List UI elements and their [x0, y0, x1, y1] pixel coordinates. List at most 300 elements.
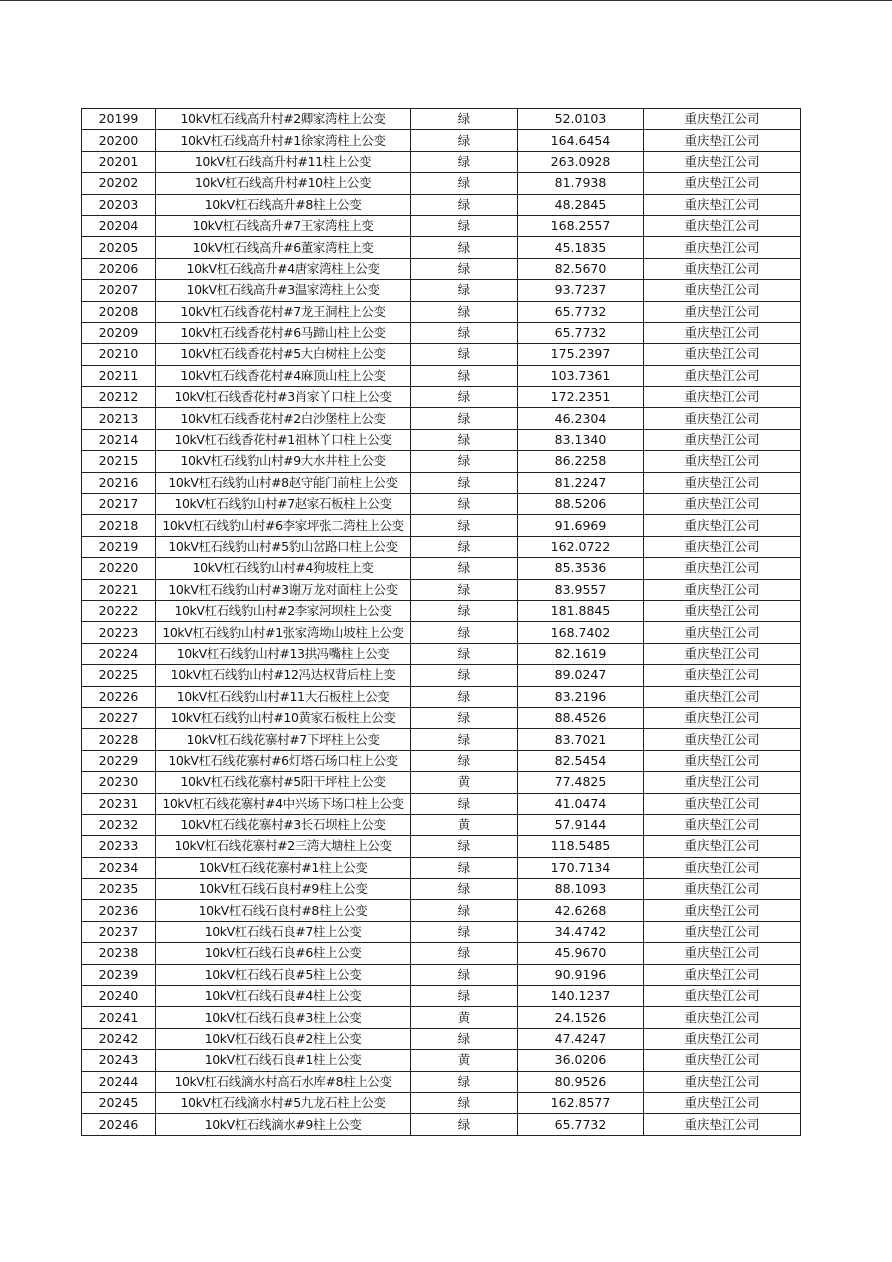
- status-cell: [411, 258, 518, 279]
- status-text: 绿: [457, 731, 471, 747]
- value-cell: [518, 237, 644, 258]
- status-cell: [411, 237, 518, 258]
- status-cell: [411, 750, 518, 771]
- company-text: 重庆垫江公司: [684, 1095, 760, 1111]
- row-id-text: 20201: [98, 153, 139, 169]
- device-name-cell: [156, 665, 411, 686]
- table-row: [82, 237, 801, 258]
- row-id-text: 20209: [98, 325, 139, 341]
- value-cell: [518, 536, 644, 557]
- row-id-text: 20221: [98, 581, 139, 597]
- status-text: 绿: [457, 1116, 471, 1132]
- status-cell: [411, 109, 518, 130]
- value-cell: [518, 558, 644, 579]
- company-text: 重庆垫江公司: [684, 260, 760, 276]
- company-cell: [644, 622, 801, 643]
- company-cell: [644, 344, 801, 365]
- device-name-text: 10kV杠石线石良#4柱上公变: [204, 988, 362, 1004]
- device-name-cell: [156, 408, 411, 429]
- row-id-text: 20223: [98, 624, 139, 640]
- status-cell: [411, 900, 518, 921]
- table-row: [82, 109, 801, 130]
- table-row: [82, 365, 801, 386]
- device-name-cell: [156, 130, 411, 151]
- status-cell: [411, 879, 518, 900]
- company-text: 重庆垫江公司: [684, 196, 760, 212]
- device-name-cell: [156, 579, 411, 600]
- row-id-text: 20238: [98, 945, 139, 961]
- company-cell: [644, 280, 801, 301]
- device-name-text: 10kV杠石线豹山村#13拱冯嘴柱上公变: [176, 645, 390, 661]
- status-text: 绿: [457, 153, 471, 169]
- device-name-cell: [156, 814, 411, 835]
- status-text: 黄: [457, 774, 471, 790]
- status-cell: [411, 921, 518, 942]
- status-text: 绿: [457, 496, 471, 512]
- company-cell: [644, 109, 801, 130]
- status-text: 绿: [457, 111, 471, 127]
- value-cell: [518, 173, 644, 194]
- company-text: 重庆垫江公司: [684, 795, 760, 811]
- row-id-text: 20225: [98, 667, 139, 683]
- device-name-cell: [156, 857, 411, 878]
- status-cell: [411, 536, 518, 557]
- row-id-cell: [82, 665, 156, 686]
- table-row: [82, 408, 801, 429]
- value-cell: [518, 109, 644, 130]
- company-text: 重庆垫江公司: [684, 517, 760, 533]
- company-text: 重庆垫江公司: [684, 924, 760, 940]
- device-name-cell: [156, 793, 411, 814]
- value-cell: [518, 494, 644, 515]
- company-cell: [644, 173, 801, 194]
- device-name-cell: [156, 344, 411, 365]
- row-id-text: 20244: [98, 1073, 139, 1089]
- row-id-text: 20206: [98, 260, 139, 276]
- device-name-cell: [156, 643, 411, 664]
- company-text: 重庆垫江公司: [684, 902, 760, 918]
- status-text: 绿: [457, 945, 471, 961]
- company-cell: [644, 814, 801, 835]
- status-cell: [411, 194, 518, 215]
- value-text: 172.2351: [550, 389, 611, 405]
- device-name-cell: [156, 429, 411, 450]
- value-cell: [518, 964, 644, 985]
- value-text: 65.7732: [554, 1116, 607, 1132]
- row-id-text: 20218: [98, 517, 139, 533]
- row-id-text: 20233: [98, 838, 139, 854]
- device-name-cell: [156, 558, 411, 579]
- status-text: 黄: [457, 1052, 471, 1068]
- value-cell: [518, 729, 644, 750]
- company-text: 重庆垫江公司: [684, 645, 760, 661]
- value-text: 83.1340: [554, 432, 607, 448]
- row-id-text: 20241: [98, 1009, 139, 1025]
- row-id-cell: [82, 344, 156, 365]
- device-name-text: 10kV杠石线石良#3柱上公变: [204, 1009, 362, 1025]
- device-name-text: 10kV杠石线香花村#3肖家丫口柱上公变: [174, 389, 392, 405]
- value-cell: [518, 365, 644, 386]
- value-text: 52.0103: [554, 111, 607, 127]
- company-text: 重庆垫江公司: [684, 539, 760, 554]
- table-row: [82, 494, 801, 515]
- status-text: 绿: [457, 346, 471, 362]
- status-text: 绿: [457, 303, 471, 319]
- status-cell: [411, 451, 518, 472]
- row-id-cell: [82, 408, 156, 429]
- company-cell: [644, 879, 801, 900]
- value-text: 88.4526: [554, 710, 607, 726]
- status-cell: [411, 173, 518, 194]
- company-text: 重庆垫江公司: [684, 881, 760, 897]
- status-text: 绿: [457, 367, 471, 383]
- row-id-cell: [82, 879, 156, 900]
- company-text: 重庆垫江公司: [684, 325, 760, 341]
- value-cell: [518, 130, 644, 151]
- company-cell: [644, 600, 801, 621]
- status-text: 绿: [457, 838, 471, 854]
- row-id-cell: [82, 750, 156, 771]
- value-cell: [518, 151, 644, 172]
- status-cell: [411, 1050, 518, 1071]
- value-cell: [518, 301, 644, 322]
- table-row: [82, 194, 801, 215]
- value-text: 82.1619: [554, 645, 607, 661]
- device-name-cell: [156, 772, 411, 793]
- status-cell: [411, 707, 518, 728]
- value-cell: [518, 622, 644, 643]
- status-text: 绿: [457, 752, 471, 768]
- value-text: 175.2397: [550, 346, 611, 362]
- status-cell: [411, 515, 518, 536]
- row-id-text: 20213: [98, 410, 139, 426]
- value-cell: [518, 665, 644, 686]
- device-name-cell: [156, 879, 411, 900]
- company-text: 重庆垫江公司: [684, 817, 760, 833]
- company-cell: [644, 515, 801, 536]
- status-text: 绿: [457, 924, 471, 940]
- value-cell: [518, 1050, 644, 1071]
- device-name-text: 10kV杠石线石良#7柱上公变: [204, 924, 362, 940]
- table-row: [82, 1007, 801, 1028]
- company-cell: [644, 451, 801, 472]
- device-name-cell: [156, 451, 411, 472]
- device-name-cell: [156, 622, 411, 643]
- row-id-text: 20240: [98, 988, 139, 1004]
- company-cell: [644, 1092, 801, 1113]
- table-row: [82, 750, 801, 771]
- row-id-cell: [82, 921, 156, 942]
- value-cell: [518, 707, 644, 728]
- value-cell: [518, 643, 644, 664]
- status-text: 绿: [457, 196, 471, 212]
- device-name-text: 10kV杠石线石良村#9柱上公变: [198, 881, 368, 897]
- table-row: [82, 387, 801, 408]
- status-text: 黄: [457, 1009, 471, 1025]
- row-id-text: 20207: [98, 282, 139, 298]
- table-row: [82, 579, 801, 600]
- row-id-cell: [82, 772, 156, 793]
- device-name-text: 10kV杠石线花寨村#4中兴场下场口柱上公变: [162, 795, 404, 811]
- company-text: 重庆垫江公司: [684, 432, 760, 448]
- row-id-text: 20202: [98, 175, 139, 191]
- value-text: 88.1093: [554, 881, 607, 897]
- status-text: 绿: [457, 688, 471, 704]
- company-text: 重庆垫江公司: [684, 218, 760, 234]
- device-name-text: 10kV杠石线石良村#8柱上公变: [198, 902, 368, 918]
- row-id-cell: [82, 322, 156, 343]
- value-text: 46.2304: [554, 410, 607, 426]
- table-row: [82, 986, 801, 1007]
- value-text: 82.5670: [554, 260, 607, 276]
- value-cell: [518, 344, 644, 365]
- company-text: 重庆垫江公司: [684, 752, 760, 768]
- status-cell: [411, 151, 518, 172]
- value-cell: [518, 857, 644, 878]
- company-cell: [644, 921, 801, 942]
- table-row: [82, 322, 801, 343]
- row-id-cell: [82, 365, 156, 386]
- company-text: 重庆垫江公司: [684, 389, 760, 405]
- row-id-cell: [82, 387, 156, 408]
- table-row: [82, 1114, 801, 1135]
- device-name-cell: [156, 836, 411, 857]
- company-text: 重庆垫江公司: [684, 966, 760, 982]
- value-cell: [518, 772, 644, 793]
- status-text: 绿: [457, 560, 471, 576]
- company-cell: [644, 943, 801, 964]
- value-cell: [518, 1114, 644, 1135]
- value-text: 93.7237: [554, 282, 607, 298]
- value-cell: [518, 986, 644, 1007]
- company-text: 重庆垫江公司: [684, 175, 760, 191]
- status-text: 绿: [457, 710, 471, 726]
- company-text: 重庆垫江公司: [684, 945, 760, 961]
- table-row: [82, 600, 801, 621]
- row-id-text: 20230: [98, 774, 139, 790]
- row-id-cell: [82, 429, 156, 450]
- row-id-cell: [82, 1092, 156, 1113]
- company-cell: [644, 536, 801, 557]
- status-text: 绿: [457, 474, 471, 490]
- value-text: 85.3536: [554, 560, 607, 576]
- value-text: 162.0722: [550, 539, 611, 554]
- status-text: 绿: [457, 282, 471, 298]
- value-text: 140.1237: [550, 988, 611, 1004]
- row-id-cell: [82, 151, 156, 172]
- table-row: [82, 857, 801, 878]
- value-text: 57.9144: [554, 817, 607, 833]
- status-text: 绿: [457, 1095, 471, 1111]
- status-text: 绿: [457, 966, 471, 982]
- value-text: 81.2247: [554, 474, 607, 490]
- company-cell: [644, 686, 801, 707]
- value-cell: [518, 1092, 644, 1113]
- row-id-cell: [82, 814, 156, 835]
- device-name-text: 10kV杠石线高升#7王家湾柱上变: [192, 218, 374, 234]
- row-id-cell: [82, 1050, 156, 1071]
- company-text: 重庆垫江公司: [684, 603, 760, 619]
- device-name-text: 10kV杠石线豹山村#8赵守能门前柱上公变: [168, 474, 398, 490]
- table-row: [82, 643, 801, 664]
- value-cell: [518, 215, 644, 236]
- company-cell: [644, 964, 801, 985]
- value-text: 118.5485: [550, 838, 611, 854]
- company-cell: [644, 1050, 801, 1071]
- status-text: 绿: [457, 453, 471, 469]
- value-text: 47.4247: [554, 1030, 607, 1046]
- device-name-text: 10kV杠石线高升村#2卿家湾柱上公变: [180, 111, 386, 127]
- company-cell: [644, 301, 801, 322]
- table-body: [82, 109, 801, 1136]
- company-cell: [644, 772, 801, 793]
- row-id-cell: [82, 686, 156, 707]
- device-name-cell: [156, 921, 411, 942]
- status-cell: [411, 301, 518, 322]
- company-cell: [644, 472, 801, 493]
- value-text: 91.6969: [554, 517, 607, 533]
- device-name-cell: [156, 280, 411, 301]
- company-text: 重庆垫江公司: [684, 1030, 760, 1046]
- device-name-cell: [156, 237, 411, 258]
- row-id-text: 20232: [98, 817, 139, 833]
- device-name-text: 10kV杠石线豹山村#7赵家石板柱上公变: [174, 496, 392, 512]
- company-cell: [644, 729, 801, 750]
- device-name-text: 10kV杠石线滴水#9柱上公变: [204, 1116, 362, 1132]
- device-name-cell: [156, 173, 411, 194]
- value-text: 24.1526: [554, 1009, 607, 1025]
- value-text: 83.2196: [554, 688, 607, 704]
- value-text: 34.4742: [554, 924, 607, 940]
- value-cell: [518, 194, 644, 215]
- device-name-text: 10kV杠石线滴水村#5九龙石柱上公变: [180, 1095, 386, 1111]
- value-cell: [518, 750, 644, 771]
- value-text: 82.5454: [554, 752, 607, 768]
- device-name-text: 10kV杠石线香花村#2白沙堡柱上公变: [180, 410, 386, 426]
- device-name-cell: [156, 472, 411, 493]
- company-text: 重庆垫江公司: [684, 153, 760, 169]
- row-id-cell: [82, 558, 156, 579]
- device-name-text: 10kV杠石线高升村#11柱上公变: [194, 153, 372, 169]
- row-id-text: 20216: [98, 474, 139, 490]
- table-row: [82, 429, 801, 450]
- device-name-text: 10kV杠石线花寨村#3长石坝柱上公变: [180, 817, 386, 833]
- device-name-cell: [156, 536, 411, 557]
- value-text: 170.7134: [550, 859, 611, 875]
- row-id-text: 20231: [98, 795, 139, 811]
- table-row: [82, 1092, 801, 1113]
- value-text: 83.9557: [554, 581, 607, 597]
- device-name-text: 10kV杠石线高升#3温家湾柱上公变: [186, 282, 380, 298]
- device-name-text: 10kV杠石线高升#6董家湾柱上变: [192, 239, 374, 255]
- status-cell: [411, 365, 518, 386]
- table-row: [82, 665, 801, 686]
- device-name-cell: [156, 729, 411, 750]
- status-text: 绿: [457, 603, 471, 619]
- value-text: 83.7021: [554, 731, 607, 747]
- device-name-text: 10kV杠石线高升#4唐家湾柱上公变: [186, 260, 380, 276]
- device-name-cell: [156, 1114, 411, 1135]
- device-name-cell: [156, 365, 411, 386]
- company-text: 重庆垫江公司: [684, 581, 760, 597]
- row-id-cell: [82, 109, 156, 130]
- status-text: 绿: [457, 432, 471, 448]
- row-id-text: 20237: [98, 924, 139, 940]
- status-text: 绿: [457, 859, 471, 875]
- value-text: 41.0474: [554, 795, 607, 811]
- company-cell: [644, 258, 801, 279]
- device-name-cell: [156, 1092, 411, 1113]
- value-text: 88.5206: [554, 496, 607, 512]
- device-name-cell: [156, 750, 411, 771]
- row-id-cell: [82, 536, 156, 557]
- value-cell: [518, 814, 644, 835]
- value-cell: [518, 429, 644, 450]
- device-name-cell: [156, 964, 411, 985]
- device-name-text: 10kV杠石线香花村#6马蹄山柱上公变: [180, 325, 386, 341]
- row-id-text: 20222: [98, 603, 139, 619]
- company-cell: [644, 1071, 801, 1092]
- status-text: 绿: [457, 1073, 471, 1089]
- value-cell: [518, 322, 644, 343]
- row-id-text: 20226: [98, 688, 139, 704]
- status-text: 绿: [457, 881, 471, 897]
- table-row: [82, 1071, 801, 1092]
- device-name-cell: [156, 301, 411, 322]
- status-text: 绿: [457, 624, 471, 640]
- company-cell: [644, 643, 801, 664]
- row-id-cell: [82, 622, 156, 643]
- company-text: 重庆垫江公司: [684, 111, 760, 127]
- company-text: 重庆垫江公司: [684, 710, 760, 726]
- status-cell: [411, 408, 518, 429]
- device-name-cell: [156, 1028, 411, 1049]
- status-text: 绿: [457, 539, 471, 554]
- value-text: 80.9526: [554, 1073, 607, 1089]
- device-name-text: 10kV杠石线花寨村#7下坪柱上公变: [186, 731, 380, 747]
- company-text: 重庆垫江公司: [684, 474, 760, 490]
- company-cell: [644, 986, 801, 1007]
- status-text: 绿: [457, 325, 471, 341]
- device-name-cell: [156, 109, 411, 130]
- row-id-text: 20210: [98, 346, 139, 362]
- row-id-cell: [82, 964, 156, 985]
- device-name-text: 10kV杠石线豹山村#12冯达权背后柱上变: [170, 667, 396, 683]
- status-cell: [411, 665, 518, 686]
- value-cell: [518, 258, 644, 279]
- status-cell: [411, 836, 518, 857]
- status-cell: [411, 964, 518, 985]
- row-id-cell: [82, 643, 156, 664]
- row-id-cell: [82, 451, 156, 472]
- status-text: 绿: [457, 1030, 471, 1046]
- row-id-text: 20224: [98, 645, 139, 661]
- value-cell: [518, 579, 644, 600]
- table-row: [82, 879, 801, 900]
- status-cell: [411, 986, 518, 1007]
- device-name-text: 10kV杠石线石良#6柱上公变: [204, 945, 362, 961]
- status-cell: [411, 130, 518, 151]
- device-name-text: 10kV杠石线花寨村#2三湾大塘柱上公变: [174, 838, 392, 854]
- status-cell: [411, 729, 518, 750]
- value-cell: [518, 793, 644, 814]
- table-row: [82, 921, 801, 942]
- table-row: [82, 558, 801, 579]
- table-row: [82, 707, 801, 728]
- row-id-cell: [82, 900, 156, 921]
- status-text: 绿: [457, 988, 471, 1004]
- status-cell: [411, 472, 518, 493]
